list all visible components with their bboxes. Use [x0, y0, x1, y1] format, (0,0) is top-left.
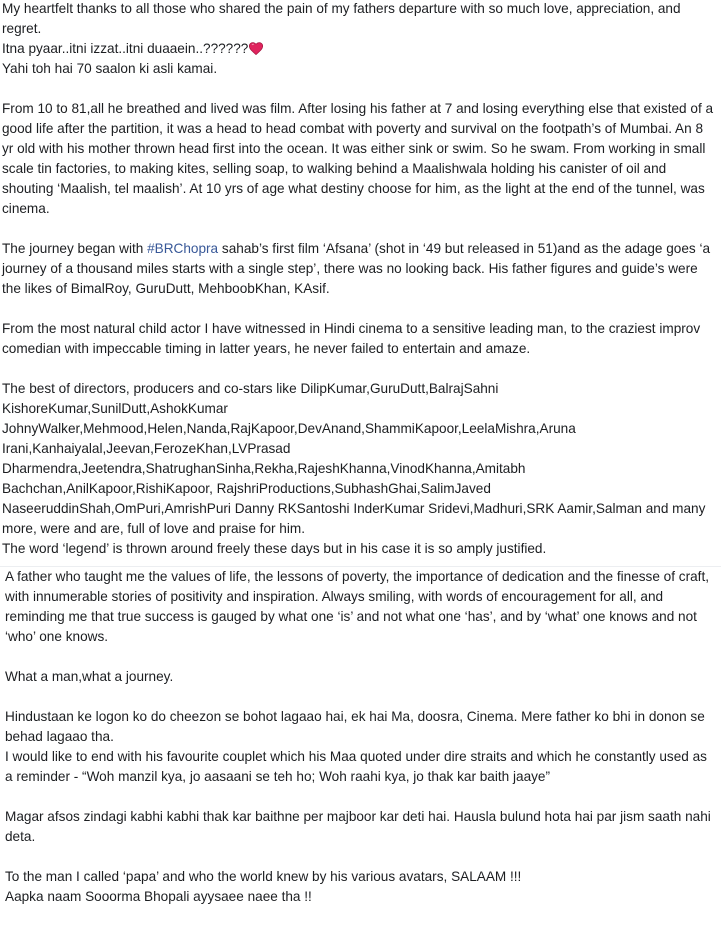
costars-paragraph — [2, 379, 715, 559]
brchopra-hashtag-link[interactable]: #BRChopra — [147, 241, 219, 256]
love-line: Itna pyaar..itni izzat..itni duaaein..?????? — [2, 41, 249, 56]
costars-line-1: The best of directors, producers and co-stars like DilipKumar,GuruDutt,BalrajSahni — [2, 381, 499, 396]
journey-paragraph — [2, 239, 715, 299]
red-heart-icon — [249, 42, 263, 55]
childhood-paragraph: From 10 to 81,all he breathed and lived was film. After losing his father at 7 and losing everything else that existed of a good life after the partition, it was a head to head combat with poverty and survival on the footpath’s of Mumbai. An 8 yr old with his mother thrown head first into the ocean. It was either sink or swim. So he swam. From working in small scale tin factories, to making kites, selling soap, to walking behind a Maalishwala holding his canister of oil and shouting ‘Maalish, tel maalish’. At 10 yrs of age what destiny choose for him, as the light at the end of the tunnel, was cinema. — [2, 101, 714, 216]
thanks-line: My heartfelt thanks to all those who shared the pain of my fathers departure with so much love, appreciation, and regret. — [2, 1, 681, 36]
afsos-paragraph: Magar afsos zindagi kabhi kabhi thak kar baithne per majboor kar deti hai. Hausla bulund hota hai par jism saath nahi deta. — [5, 809, 711, 844]
what-a-man-paragraph: What a man,what a journey. — [5, 669, 174, 684]
costars-line-4: Dharmendra,Jeetendra,ShatrughanSinha,Rekha,RajeshKhanna,VinodKhanna,Amitabh Bachchan,AnilKapoor,RishiKapoor, RajshriProductions,SubhashGhai,SalimJaved — [2, 461, 526, 496]
costars-line-5: NaseeruddinShah,OmPuri,AmrishPuri Danny RKSantoshi InderKumar Sridevi,Madhuri,SRK Aamir,Salman and many more, were and are, full of love and praise for him. — [2, 501, 706, 536]
cinema-line: Hindustaan ke logon ko do cheezon se bohot lagaao hai, ek hai Ma, doosra, Cinema. Mere father ko bhi in donon se behad lagaao tha. — [5, 709, 705, 744]
post-text-part-2 — [0, 566, 721, 907]
salaam-paragraph — [5, 867, 717, 907]
salaam-line: To the man I called ‘papa’ and who the world knew by his various avatars, SALAAM !!! — [5, 869, 522, 884]
intro-paragraph — [2, 0, 715, 79]
cinema-paragraph — [5, 707, 717, 787]
journey-text-after: sahab’s first film ‘Afsana’ (shot in ‘49 but released in 51)and as the adage goes ‘a journey of a thousand miles starts with a single step’, there was no looking back. His father figures and guide’s were the likes of BimalRoy, GuruDutt, MehboobKhan, KAsif. — [2, 241, 711, 296]
legend-line: The word ‘legend’ is thrown around freely these days but in his case it is so amply justified. — [2, 541, 547, 556]
costars-line-2: KishoreKumar,SunilDutt,AshokKumar — [2, 401, 228, 416]
actor-paragraph: From the most natural child actor I have witnessed in Hindi cinema to a sensitive leading man, to the craziest improv comedian with impeccable timing in latter years, he never failed to entertain and amaze. — [2, 321, 701, 356]
costars-line-3: JohnyWalker,Mehmood,Helen,Nanda,RajKapoor,DevAnand,ShammiKapoor,LeelaMishra,Aruna Irani,Kanhaiyalal,Jeevan,FerozeKhan,LVPrasad — [2, 421, 576, 456]
father-paragraph: A father who taught me the values of life, the lessons of poverty, the importance of dedication and the finesse of craft, with innumerable stories of positivity and inspiration. Always smiling, with words of encouragement for all, and reminding me that true success is gauged by what one ‘is’ and not what one ‘has’, and by ‘what’ one knows and not ‘who’ one knows. — [5, 569, 710, 644]
couplet-line: I would like to end with his favourite couplet which his Maa quoted under dire straits and which he constantly used as a reminder - “Woh manzil kya, jo aasaani se teh ho; Woh raahi kya, jo thak kar baith jaaye” — [5, 749, 707, 784]
soorma-bhopali-line: Aapka naam Sooorma Bhopali ayysaee naee tha !! — [5, 889, 312, 904]
journey-text-before: The journey began with — [2, 241, 148, 256]
earnings-line: Yahi toh hai 70 saalon ki asli kamai. — [2, 61, 218, 76]
